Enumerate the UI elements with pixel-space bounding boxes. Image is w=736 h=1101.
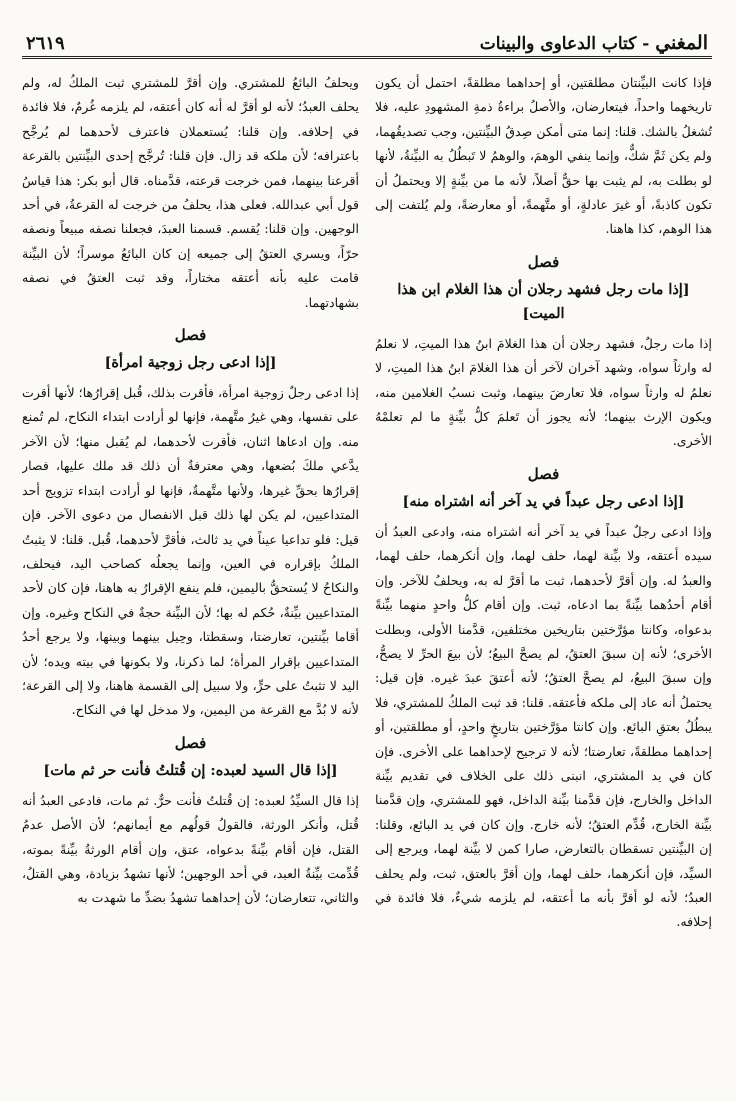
book-title: المغني: [655, 32, 708, 54]
title-separator: -: [642, 34, 650, 54]
left-column: [22, 71, 359, 1101]
paragraph: فإذا كانت البيِّنتان مطلقتين، أو إحداهما مطلقةً، احتمل أن يكون تاريخهما واحداً، فيتعارضان، والأصلُ براءةُ ذمةِ المشهودِ عليه، فلا تُشغلُ بالشك. قلنا: إنما متى أمكن صِدقُ البيِّنتين، وجب تصديقُهما، ولم يكن ثَمَّ شكٌّ، وإنما ينفي الوهمَ، والوهمُ لا تَبطُلُ به البيِّنةُ، لأنها لو بطلت به، لم يثبت بها حقٌّ أصلاً، لأنه ما من بيِّنةٍ إلا ويحتملُ أن تكون كاذبةً، أو غيرَ عادلةٍ، أو متَّهمةً، أو معارضةً، ولم يُلتفت إلى هذا الوهم، كذا هاهنا.: [375, 75, 712, 237]
paragraph: ويحلفُ البائعُ للمشتري. وإن أقرَّ للمشتري ثبت الملكُ له، ولم يحلف العبدُ؛ لأنه لو أقرَّ له أنه كان أعتقه، لم يلزمه غُرمٌ، فلا فائدة في إحلافه. وإن قلنا: يُستعملان فاعترف لأحدهما لم يُرجَّح باعترافه؛ لأن ملكه قد زال. فإن قلنا: تُرجَّح إحدى البيِّنتين بالقرعة أقرعنا بينهما، فمن خرجت قرعته، قدَّمناه. قال أبو بكر: هذا قياسُ قول أبي عبدالله. فعلى هذا، يحلفُ من خرجت له القرعةُ، في أحد الوجهين. وإن قلنا: يُقسم. قسمنا العبدَ، فجعلنا نصفه مبيعاً ونصفه حرّاً، ويسري العتقُ إلى جميعه إن كان البائعُ موسراً؛ لأن البيِّنة قامت عليه بأنه أعتقه مختاراً، وقد ثبت العتقُ في نصفه بشهادتهما.: [22, 75, 359, 310]
section-heading: فصل: [174, 326, 207, 345]
paragraph: وإذا ادعى رجلٌ عبداً في يد آخر أنه اشتراه منه، وادعى العبدُ أن سيده أعتقه، ولا بيِّنة لهما، حلف لهما، وإن أنكرهما، حلف لهما، والعبدُ له. وإن أقرَّ لأحدهما، ثبت ما أقرَّ له به، ويحلفُ للآخر. وإن أقام أحدُهما بيِّنةً بما ادعاه، ثبت. وإن أقام كلُّ واحدٍ منهما بيِّنةً بدعواه، وكانتا مؤرَّختين بتاريخين مختلفين، قدَّمنا الأولى، وبطلت الأخرى؛ لأنه إن سبقَ العتقُ، لم يصحَّ البيعُ؛ لأن بيعَ الحرِّ لا يصحُّ، وإن سبقَ البيعُ، لم يصحَّ العتقُ؛ لأنه أعتقَ عبدَ غيره. فإن قيل: يحتملُ أنه عاد إلى ملكه فأعتقه. قلنا: قد ثبت الملكُ للمشتري، فلا يبطُلُ بعتقِ البائع. وإن كانتا مؤرَّختين بتاريخٍ واحدٍ، أو مطلقتين، أو إحداهما مطلقةً، تعارضتا؛ لأنه لا ترجيح لإحداهما على الأخرى. فإن كان في يد المشتري، انبنى ذلك على الخلاف في تقديم بيِّنة الداخل والخارج، فإن قدَّمنا بيِّنة الداخل، فهو للمشتري، وإن قدَّمنا بيِّنة الخارج، قُدِّم العتقُ؛ لأنه خارج. وإن كان في يد البائع، وقلنا: إن البيِّنتين تسقطان بالتعارض، صارا كمن لا بيِّنة لهما، ويرجع إلى السيِّد، فإن أنكرهما، حلف لهما، وإن أقرَّ بالعتق، ثبت، ولم يحلف العبدُ؛ لأنه لو أقرَّ بأنه ما أعتقه، لم يلزمه شيءٌ، فلا فائدة في إحلافه.: [375, 523, 712, 930]
section-heading: فصل: [527, 252, 560, 271]
page-header: [22, 26, 712, 59]
section-title: [إذا ادعى رجل عبداً في يد آخر أنه اشتراه منه]: [402, 492, 685, 510]
section-title: [إذا مات رجل فشهد رجلان أن هذا الغلام ابن هذا الميت]: [397, 280, 690, 322]
page-number: ٢٦١٩: [26, 33, 65, 54]
running-title: [480, 32, 708, 54]
right-column: [375, 71, 712, 1101]
paragraph: إذا قال السيِّدُ لعبده: إن قُتلتُ فأنت حرٌّ. ثم مات، فادعى العبدُ أنه قُتل، وأنكر الورثة، فالقولُ قولُهم مع أيمانهم؛ لأن الأصل عدمُ القتل، فإن أقام بيِّنةً بدعواه، عتق، وإن أقام الورثةُ بيِّنةً بموته، قُدِّمت بيِّنةُ العبد، في أحد الوجهين؛ لأنها تشهدُ بزيادة، وهي القتلُ، والثاني، تتعارضان؛ لأن إحداهما تشهدُ بضدِّ ما شهدت به: [22, 792, 359, 906]
paragraph: إذا ادعى رجلٌ زوجية امرأة، فأقرت بذلك، قُبل إقرارُها؛ لأنها أقرت على نفسها، وهي غيرُ متَّهمة، فإنها لو أرادت ابتداء النكاح، لم تُمنع منه. وإن ادعاها اثنان، فأقرت لأحدهما، لم يُقبل منها؛ لأن الآخر يدَّعي ملكَ بُضعها، وهي معترفةٌ أن ذلك قد ملك عليها، فصار إقرارُها بحقِّ غيرها، ولأنها متَّهمةٌ، فإنها لو أرادت ابتداء تزويج أحد المتداعيين، لم يكن لها ذلك قبل الانفصال من دعوى الآخر. فإن قيل: فلو تداعيا عيناً في يد ثالث، فأقرَّ لأحدهما، قُبل. قلنا: لا يثبتُ الملكُ بإقراره في العين، وإنما يجعلُه كصاحب اليد، فيحلف، والنكاحُ لا يُستحقُّ باليمين، فلم ينفع الإقرارُ به هاهنا، فإن كان لأحد المتداعيين بيِّنةٌ، حُكم له بها؛ لأن البيِّنة حجةٌ في النكاح وغيره. وإن أقاما بيِّنتين، تعارضتا، وسقطتا، وحِيل بينهما وبينها، ولا يرجع أحدُ المتداعيين بإقرار المرأة؛ لما ذكرنا، ولا بكونها في بيته ويده؛ لأن اليد لا تثبتُ على حرٍّ، ولا سبيل إلى القسمة هاهنا، ولا إلى القرعة؛ لأنه لا بُدَّ مع القرعة من اليمين، ولا مدخل لها في النكاح.: [22, 385, 359, 718]
text-columns: [22, 71, 712, 1101]
section-title: [إذا ادعى رجل زوجية امرأة]: [104, 354, 277, 372]
section-title: [إذا قال السيد لعبده: إن قُتلتُ فأنت حر ثم مات]: [43, 761, 338, 779]
paragraph: إذا مات رجلٌ، فشهد رجلان أن هذا الغلامَ ابنُ هذا الميتِ، لا نعلمُ له وارثاً سواه، وشهد آخران لآخر أن هذا الغلامَ ابنُ هذا الميتِ، لا نعلمُ له وارثاً سواه، فلا تعارضَ بينهما، وثبت نسبُ الغلامين منه، ويكون الإرث بينهما؛ لأنه يجوز أن تَعلمَ كلُّ بيِّنةٍ ما لم تعلمْهُ الأخرى.: [375, 335, 712, 449]
section-heading: فصل: [174, 733, 207, 752]
section-heading: فصل: [527, 464, 560, 483]
chapter-title: كتاب الدعاوى والبينات: [479, 34, 637, 54]
